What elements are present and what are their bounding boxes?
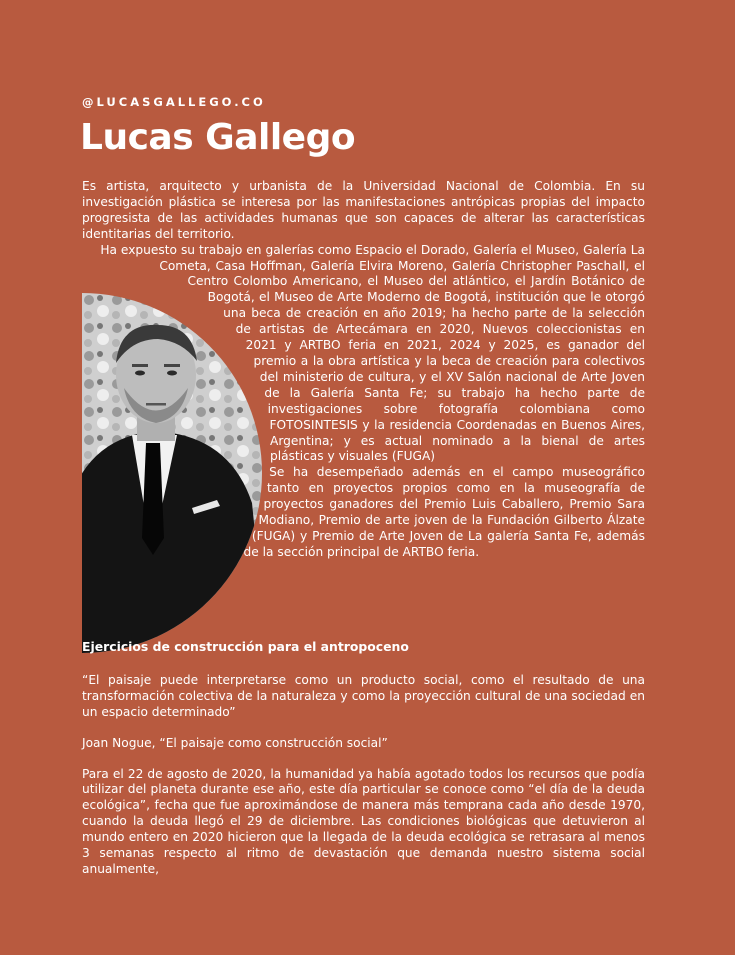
artist-portrait [82,293,270,653]
bio-paragraph-1: Es artista, arquitecto y urbanista de la Universidad Nacional de Colombia. En su investigación plástica se interesa por las manifestaciones antrópicas propias del impacto progresista de las actividades humanas que son capaces de alterar las características identitarias del territorio. [82,179,645,241]
page-title: Lucas Gallego [80,117,356,158]
bio-paragraph-3: Se ha desempeñado además en el campo museográfico tanto en proyectos propios como en la museografía de proyectos ganadores del Premio Luis Caballero, Premio Sara Modiano, Premio de arte joven de la Fundación Gilberto Álzate (FUGA) y Premio de Arte Joven de La galería Santa Fe, además de la sección principal de ARTBO feria. [243,465,645,559]
quote-attribution: Joan Nogue, “El paisaje como construcción social” [82,735,388,750]
essay-section [82,639,645,893]
section-title: Ejercicios de construcción para el antropoceno [82,639,409,654]
artist-bio [82,179,645,653]
epigraph-quote: “El paisaje puede interpretarse como un producto social, como el resultado de una transformación colectiva de la naturaleza y como la proyección cultural de una sociedad en un espacio determinado” [82,672,645,719]
instagram-handle: @LUCASGALLEGO.CO [82,95,266,109]
bio-paragraph-2: Ha expuesto su trabajo en galerías como Espacio el Dorado, Galería el Museo, Galería La Cometa, Casa Hoffman, Galería Elvira Moreno, Galería Christopher Paschall, el Centro Colombo Americano, el Museo del atlántico, el Jardín Botánico de Bogotá, el Museo de Arte Moderno de Bogotá, institución que le otorgó una beca de creación en año 2019; ha hecho parte de la selección de artistas de Artecámara en 2020, Nuevos coleccionistas en 2021 y ARTBO feria en 2021, 2024 y 2025, es ganador del premio a la obra artística y la beca de creación para colectivos del ministerio de cultura, y el XV Salón nacional de Arte Joven de la Galería Santa Fe; su trabajo ha hecho parte de investigaciones sobre fotografía colombiana como FOTOSINTESIS y la residencia Coordenadas en Buenos Aires, Argentina; y es actual nominado a la bienal de artes plásticas y visuales (FUGA) [100,242,645,464]
essay-paragraph: Para el 22 de agosto de 2020, la humanidad ya había agotado todos los recursos que podía utilizar del planeta durante ese año, este día particular se conoce como “el día de la deuda ecológica”, fecha que fue aproximándose de manera más temprana cada año desde 1970, cuando la deuda llegó el 29 de diciembre. Las condiciones biológicas que detuvieron al mundo entero en 2020 hicieron que la llegada de la deuda ecológica se retrasara al menos 3 semanas respecto al ritmo de devastación que demanda nuestro sistema social anualmente, [82,766,645,876]
